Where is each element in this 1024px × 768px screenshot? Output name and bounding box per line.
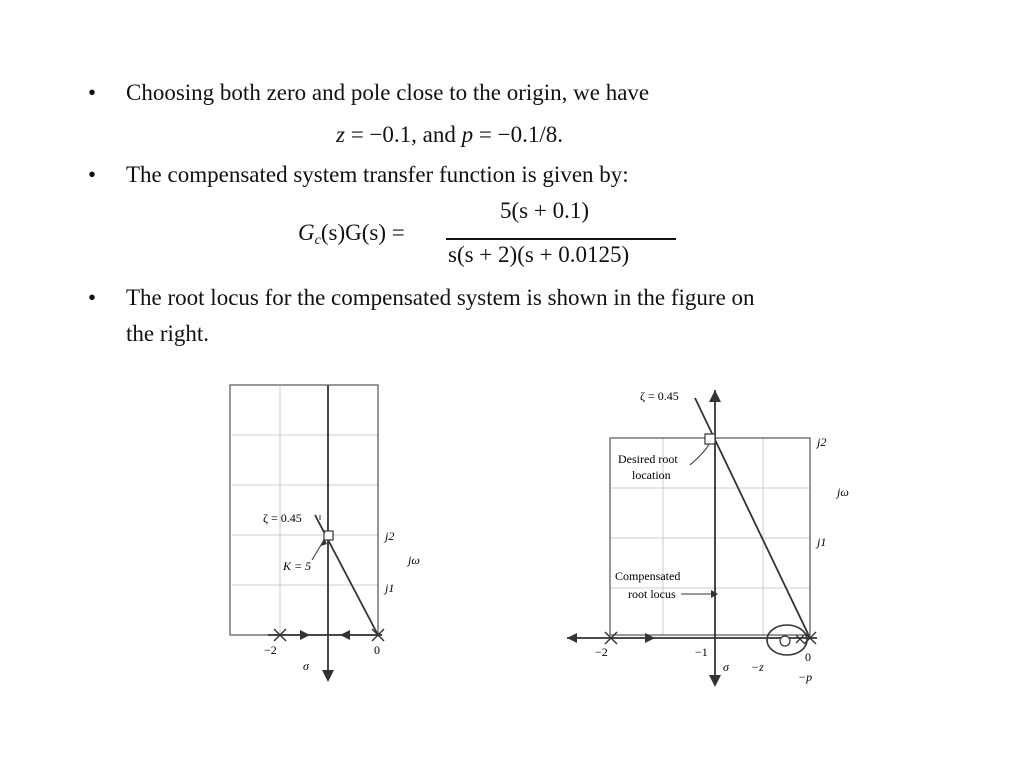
right-imag-axis-arrow-down [709,675,721,687]
right-neg-p-label: −p [798,670,813,684]
right-zeta-label: ζ = 0.45 [640,389,679,403]
left-gain-label: K = 5 [283,559,312,573]
left-desired-root-marker [324,531,333,540]
right-desired-leader [690,444,709,465]
right-neg2-label: −2 [595,645,608,659]
zero-pole-equation [336,117,563,153]
left-jw-label: jω [408,553,420,567]
left-neg2-label: −2 [264,643,277,657]
and-word: and [416,122,462,147]
bullet-text-2: The compensated system transfer function is given by: [126,162,629,187]
left-zero-label: 0 [374,643,380,657]
zero-value: = −0.1, [344,122,417,147]
right-neg-z-label: −z [751,660,764,674]
bullet-marker-1: • [88,80,97,105]
right-desired-label-1: Desired root [618,452,678,466]
fraction-bar [446,238,676,240]
left-zeta-label: ζ = 0.45 [263,511,302,525]
right-desired-label-2: location [632,468,671,482]
right-j2-label: j2 [817,435,827,449]
right-comp-label-2: root locus [628,587,676,601]
left-sigma-label: σ [303,659,309,673]
pole-value: = −0.1/8. [473,122,563,147]
right-imag-axis-arrow-up [709,390,721,402]
left-grid [232,385,378,635]
right-desired-root-marker [705,434,715,444]
left-imag-axis-arrow [322,670,334,682]
root-locus-figure-right [555,380,875,710]
bullet-text-1: Choosing both zero and pole close to the origin, we have [126,80,650,105]
zero-symbol: z [336,122,345,147]
tf-denominator: s(s + 2)(s + 0.0125) [448,242,630,267]
tf-lhs: $G_c(s)G(s)$ = [298,220,405,248]
bullet-marker-2: • [88,162,97,187]
left-j2-label: j2 [385,529,395,543]
bullet-text-3-line-2: the right. [126,321,210,346]
right-zero-marker [780,636,790,646]
bullet-text-3 [126,280,926,352]
right-comp-label-1: Compensated [615,569,681,583]
right-neg1-label: −1 [695,645,708,659]
bullet-text-3-line-1: The root locus for the compensated system is shown in the figure on [126,285,755,310]
right-pole-marker-p [796,635,804,643]
right-j1-label: j1 [817,535,827,549]
right-real-axis-arrow-left [567,633,577,643]
root-locus-figure-left [200,370,460,710]
left-real-axis-arrow-1 [300,630,310,640]
left-j1-label: j1 [385,581,395,595]
tf-numerator: 5(s + 0.1) [500,198,589,223]
right-zero-label: 0 [805,650,811,664]
left-zeta-leader [318,521,325,533]
bullet-marker-3: • [88,285,97,310]
pole-symbol: p [461,122,474,147]
right-jw-label: jω [837,485,849,499]
right-sigma-label: σ [723,660,729,674]
left-frame [230,385,378,635]
left-real-axis-arrow-2 [340,630,350,640]
